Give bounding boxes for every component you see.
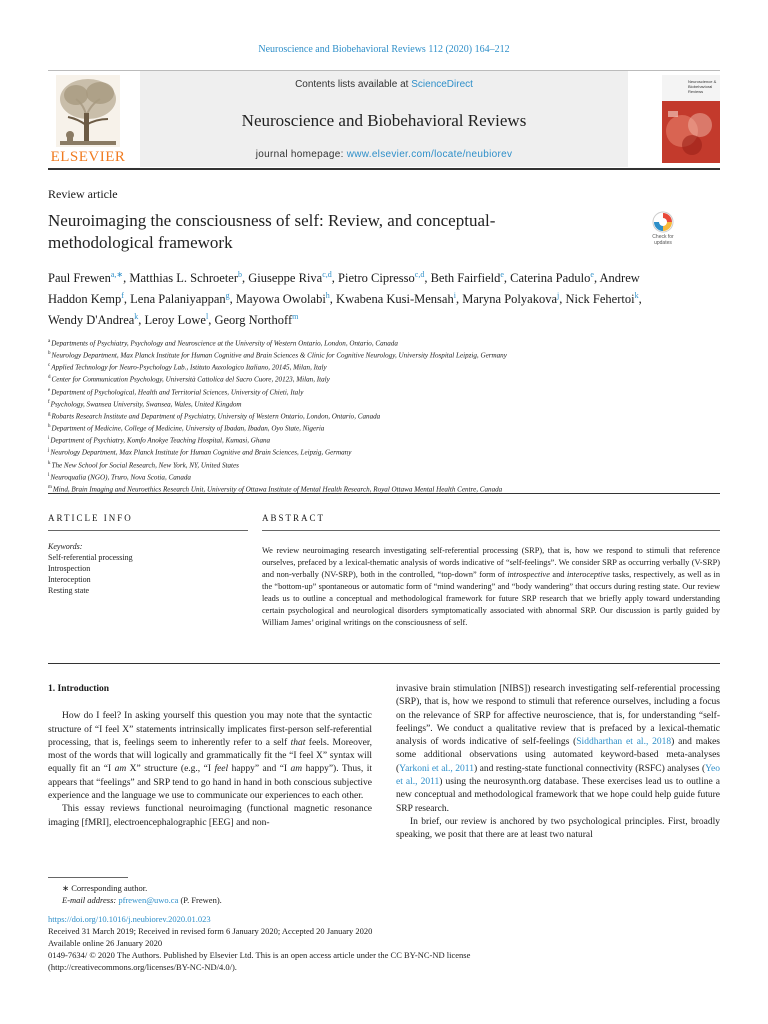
cover-title: Neuroscience & Biobehavioral Reviews (688, 79, 717, 94)
journal-cover-thumbnail[interactable] (662, 75, 720, 163)
affiliation-item (48, 398, 688, 410)
affiliation-key: l (48, 472, 50, 478)
homepage-prefix: journal homepage: (255, 149, 347, 160)
author-affiliation-marker[interactable]: k (134, 312, 139, 322)
keyword-item: Introspection (48, 564, 91, 573)
intro-paragraph: This essay reviews functional neuroimaging (functional magnetic resonance imaging [fMRI], electroencephalographic [EEG] and non- (48, 804, 372, 828)
affiliation-key: e (48, 387, 51, 393)
email-suffix: (P. Frewen). (178, 895, 222, 905)
affiliation-key: f (48, 399, 50, 405)
affiliation-item (48, 386, 688, 398)
text-run: How do I feel? In asking yourself this question you may note that the syntactic structure of “I feel X” statements intrinsically implicates first-person self-referential processing, that is, feelings seem to inherently refer to a self (48, 711, 372, 748)
affiliation-text: Mind, Brain Imaging and Neuroethics Research Unit, University of Ottawa Institute of Mental Health Research, Royal Ottawa Mental Health Centre, Canada (52, 485, 503, 494)
abstract-heading: ABSTRACT (262, 513, 326, 523)
divider-bottom (48, 663, 720, 664)
citation-link[interactable]: Yeo et al., 2011 (396, 763, 720, 788)
text-run: ) using the neurosynth.org database. These exercises lead us to outline a new conceptual and methodological framework that we hope could help guide future SRP research. (396, 777, 720, 814)
affiliation-key: k (48, 460, 51, 466)
license-text: 0149-7634/ © 2020 The Authors. Published by Elsevier Ltd. This is an open access article under the CC BY-NC-ND license (48, 950, 471, 960)
abstract-rule (262, 530, 720, 531)
keyword-item: Self-referential processing (48, 553, 133, 562)
author-affiliation-marker[interactable]: j (557, 291, 560, 301)
text-emphasis: am (290, 764, 303, 775)
affiliation-text: Department of Psychological, Health and Territorial Sciences, University of Chieti, Italy (51, 387, 304, 396)
affiliation-item (48, 361, 688, 373)
author-name[interactable]: Georg Northoff (214, 313, 293, 328)
author-name[interactable]: Wendy D'Andrea (48, 313, 135, 328)
author-name[interactable]: Kwabena Kusi-Mensah (336, 292, 454, 307)
citation-link[interactable]: Siddharthan et al., 2018 (576, 737, 672, 748)
affiliation-text: Departments of Psychiatry, Psychology and Neuroscience at the University of Western Ontario, London, Ontario, Canada (51, 339, 398, 348)
affiliation-item (48, 349, 688, 361)
sciencedirect-link[interactable]: ScienceDirect (411, 79, 473, 90)
intro-paragraph (396, 683, 720, 816)
abstract-emphasis: introspective (507, 570, 550, 579)
author-list: Paul Frewen$^{a,∗}$, Matthias L. Schroeter$^b$, Giuseppe Riva$^{c,d}$, Pietro Cipresso$^{c,d}$, Beth Fairfield$^e$, Caterina Padulo$^e$, Andrew Haddon Kemp$^f$, Lena Palaniyappan$^g$, Mayowa Owolabi$^h$, Kwabena Kusi-Mensah$^i$, Maryna Polyakova$^j$, Nick Fehertoi$^k$, Wendy D'Andrea$^k$, Leroy Lowe$^l$, Georg Northoff$^m$ (48, 270, 642, 328)
affiliation-key: j (48, 448, 50, 454)
affiliation-item (48, 471, 688, 483)
author-name[interactable]: Mayowa Owolabi (235, 292, 326, 307)
affiliation-item (48, 373, 688, 385)
author-name[interactable]: Maryna Polyakova (462, 292, 557, 307)
check-updates-icon (644, 210, 682, 234)
affiliation-key: b (48, 351, 51, 357)
affiliation-text: Neurology Department, Max Planck Institute for Human Cognitive and Brain Sciences & Clinic for Cognitive Neurology, University Hospital Leipzig, Germany (51, 351, 507, 360)
author-affiliation-marker[interactable]: a,∗ (110, 270, 124, 279)
abstract-text (262, 545, 720, 629)
contents-prefix: Contents lists available at (295, 79, 412, 90)
text-run: feels. Moreover, most of the words that will logically and grammatically fit the “I feel X” syntax will equally fit an “I (48, 737, 372, 775)
affiliation-item (48, 337, 688, 349)
footnotes (48, 882, 720, 906)
author-affiliation-marker[interactable]: l (205, 312, 209, 322)
citation-link[interactable]: Yarkoni et al., 2011 (399, 763, 474, 774)
text-emphasis: am (114, 764, 127, 775)
received-dates: Received 31 March 2019; Received in revised form 6 January 2020; Accepted 20 January 2020 (48, 926, 373, 936)
affiliation-key: g (48, 411, 51, 417)
author-name[interactable]: Caterina Padulo (510, 271, 591, 286)
intro-column-left (48, 683, 372, 830)
affiliation-text: Neuroqualia (NGO), Truro, Nova Scotia, Canada (50, 473, 191, 482)
article-info-rule (48, 530, 248, 531)
intro-heading: 1. Introduction (48, 684, 110, 694)
doi-link[interactable]: https://doi.org/10.1016/j.neubiorev.2020.01.023 (48, 914, 211, 924)
email-label: E-mail address: (62, 895, 119, 905)
affiliation-key: m (48, 484, 52, 490)
author-affiliation-marker[interactable]: h (325, 291, 330, 301)
email-line (48, 894, 720, 906)
text-emphasis: that (290, 737, 306, 748)
elsevier-wordmark: ELSEVIER (50, 149, 126, 165)
abstract-part: tasks, respectively, as well as in the “bottom-up” spontaneous or automatic form of “mind wandering” and “body wandering” that occurs during resting state. Our review leads us to outline a conceptual and methodological framework for future SRP research that we briefly apply toward understanding certain psychological and neurological disorders symptomatically associated with abnormal SRP. Our discussion is partly guided by William James’ original writings on the consciousness of self. (262, 570, 720, 627)
elsevier-logo[interactable] (48, 75, 128, 167)
text-run: ) and resting-state functional connectivity (RSFC) analyses ( (473, 763, 706, 774)
affiliation-item (48, 434, 688, 446)
abstract-part: and (549, 570, 567, 579)
affiliation-text: Department of Medicine, College of Medicine, University of Ibadan, Ibadan, Oyo State, Nigeria (51, 424, 325, 433)
contents-line (140, 79, 628, 90)
abstract-emphasis: interoceptive (566, 570, 610, 579)
author-name[interactable]: Pietro Cipresso (338, 271, 415, 286)
footnote-rule (48, 877, 128, 878)
intro-paragraph (48, 710, 372, 803)
affiliation-text: Psychology, Swansea University, Swansea, Wales, United Kingdom (50, 400, 242, 409)
keyword-item: Interoception (48, 575, 91, 584)
affiliation-key: c (48, 363, 51, 369)
author-name[interactable]: Paul Frewen (48, 271, 111, 286)
affiliation-text: Neurology Department, Max Planck Institute for Human Cognitive and Brain Sciences, Leipzig, Germany (50, 448, 352, 457)
author-affiliation-marker[interactable]: c,d (322, 270, 332, 279)
author-name[interactable]: Lena Palaniyappan (130, 292, 226, 307)
author-affiliation-marker[interactable]: f (121, 291, 124, 301)
affiliation-item (48, 446, 688, 458)
cover-art-image (662, 101, 720, 163)
license-url[interactable]: (http://creativecommons.org/licenses/BY-NC-ND/4.0/). (48, 962, 237, 972)
author-affiliation-marker[interactable]: e (590, 270, 594, 279)
author-name[interactable]: Matthias L. Schroeter (129, 271, 239, 286)
divider-top (48, 493, 720, 494)
affiliation-key: h (48, 424, 51, 430)
author-affiliation-marker[interactable]: e (500, 270, 504, 279)
author-affiliation-marker[interactable]: m (292, 312, 299, 322)
affiliation-key: d (48, 375, 51, 381)
keywords-label: Keywords: (48, 542, 83, 551)
text-run: ) and makes some additional observations using automated keyword-based meta-analyses ( (396, 737, 720, 774)
intro-paragraph: In brief, our review is anchored by two psychological principles. First, broadly speaking, we posit that there are at least two natural (396, 816, 720, 841)
author-name[interactable]: Giuseppe Riva (248, 271, 323, 286)
affiliation-item (48, 459, 688, 471)
affiliation-text: Robarts Research Institute and Department of Psychiatry, University of Western Ontario, London, Ontario, Canada (51, 412, 381, 421)
check-for-updates-badge[interactable] (644, 210, 682, 250)
email-link[interactable]: pfrewen@uwo.ca (118, 895, 179, 905)
affiliation-key: i (48, 436, 50, 442)
journal-masthead (48, 70, 720, 170)
masthead-center (140, 71, 628, 167)
journal-reference[interactable]: Neuroscience and Biobehavioral Reviews 112 (2020) 164–212 (258, 44, 510, 55)
publication-info (48, 913, 720, 973)
text-run: invasive brain stimulation [NIBS]) research investigating self-referential processing (SRP), that is, how we respond to stimuli that reference ourselves, including a focus on the relevance of SRP for affective neuroscience, that is, for understanding “self-feelings”. We conduct a qualitative review that is prefaced by a lexical-thematic analysis of words indicative of self-feelings ( (396, 684, 720, 748)
author-affiliation-marker[interactable]: b (238, 270, 243, 279)
article-title: Neuroimaging the consciousness of self: Review, and conceptual-methodological framework (48, 211, 496, 252)
corresponding-author-note: ∗ Corresponding author. (62, 883, 148, 893)
journal-title: Neuroscience and Biobehavioral Reviews (241, 111, 527, 130)
text-run: X” structure (e.g., “I (126, 764, 215, 775)
author-affiliation-marker[interactable]: c,d (414, 270, 425, 279)
affiliation-item (48, 422, 688, 434)
text-emphasis: feel (214, 764, 229, 775)
text-run: happy” and “I (228, 764, 291, 775)
homepage-line (140, 149, 628, 160)
author-affiliation-marker[interactable]: i (453, 291, 456, 301)
keywords-block (48, 541, 248, 596)
author-name[interactable]: Nick Fehertoi (565, 292, 635, 307)
abstract-part: We review neuroimaging research investigating self-referential processing (SRP), that is, how we respond to stimuli that reference ourselves, prefaced by a lexical-thematic analysis of words indicative of “self-feelings”. We consider SRP as occurring verbally (V-SRP) and non-verbally (NV-SRP), both in the controlled, “top-down” form of (262, 546, 720, 579)
homepage-link[interactable]: www.elsevier.com/locate/neubiorev (346, 149, 513, 160)
affiliation-text: The New School for Social Research, New York, NY, United States (51, 460, 239, 469)
author-affiliation-marker[interactable]: g (225, 291, 230, 301)
intro-column-right (396, 683, 720, 843)
affiliation-text: Applied Technology for Neuro-Psychology Lab., Istituto Auxologico Italiano, 20145, Milan, Italy (51, 363, 327, 372)
author-name[interactable]: Beth Fairfield (430, 271, 501, 286)
check-updates-label: Check for updates (652, 234, 674, 246)
author-name[interactable]: Leroy Lowe (144, 313, 206, 328)
keyword-item: Resting state (48, 586, 90, 595)
author-affiliation-marker[interactable]: k (634, 291, 639, 301)
author-name[interactable]: Andrew Haddon Kemp (48, 271, 640, 307)
affiliation-item (48, 410, 688, 422)
available-online: Available online 26 January 2020 (48, 938, 163, 948)
affiliation-key: a (48, 339, 51, 344)
tree-icon (56, 75, 120, 147)
affiliation-text: Center for Communication Psychology, Università Cattolica del Sacro Cuore, 20123, Milan, Italy (51, 375, 330, 384)
article-info-heading: ARTICLE INFO (48, 513, 133, 523)
affiliation-text: Department of Psychiatry, Komfo Anokye Teaching Hospital, Kumasi, Ghana (50, 436, 271, 445)
affiliation-list (48, 337, 688, 495)
text-run: happy”). Thus, it appears that “feelings” and SRP tend to go hand in hand in both conscious subjective experience and the language we use to communicate our experiences to each other. (48, 764, 372, 802)
article-type: Review article (48, 187, 118, 201)
